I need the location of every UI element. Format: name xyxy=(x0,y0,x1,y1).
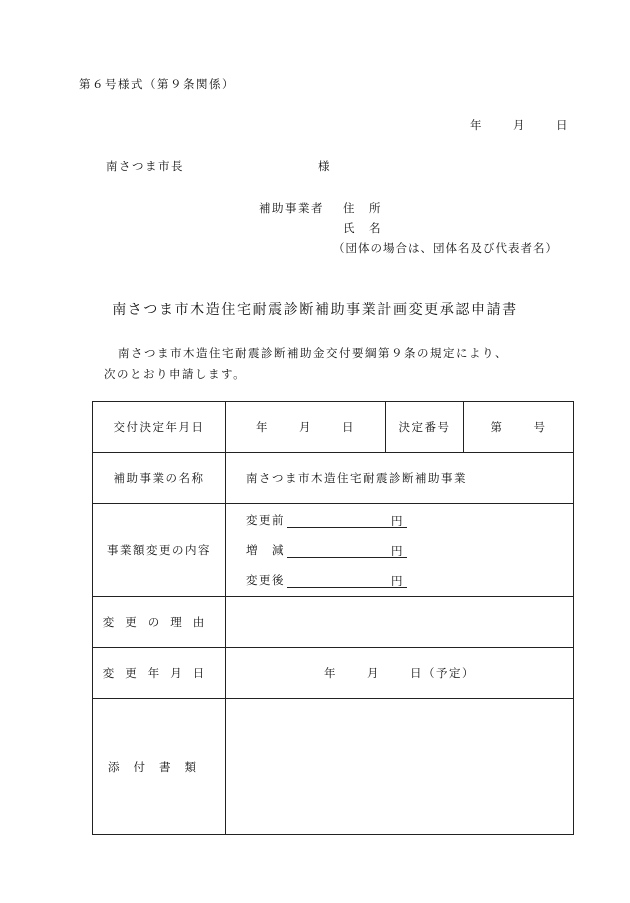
amount-change-yen: 円 xyxy=(391,543,407,558)
change-month-label: 月 xyxy=(367,666,380,680)
amount-after-label: 変更後 xyxy=(246,573,285,587)
table-row xyxy=(93,504,574,597)
amount-change-label: 事業額変更の内容 xyxy=(93,504,226,597)
grant-day-label: 日 xyxy=(342,420,355,434)
change-planned-label: （予定） xyxy=(423,666,475,680)
table-row xyxy=(93,597,574,648)
amount-change-row-label: 増 減 xyxy=(246,543,285,557)
attachments-field[interactable] xyxy=(226,699,574,835)
applicant-role-label: 補助事業者 xyxy=(259,201,324,215)
applicant-address-label: 住 所 xyxy=(343,201,382,215)
decision-number-prefix: 第 xyxy=(490,420,504,434)
table-row xyxy=(93,699,574,835)
date-day-label: 日 xyxy=(556,118,569,132)
form-number: 第６号様式（第９条関係） xyxy=(79,77,235,91)
attachments-label: 添付書類 xyxy=(93,699,226,835)
change-reason-label: 変更の理由 xyxy=(93,597,226,648)
amount-after-yen: 円 xyxy=(391,573,407,588)
amount-change-cell xyxy=(226,504,574,597)
date-month-label: 月 xyxy=(513,118,526,132)
application-table xyxy=(92,401,574,835)
grant-decision-date-field[interactable] xyxy=(226,402,386,453)
date-year-label: 年 xyxy=(470,118,483,132)
page-title: 南さつま市木造住宅耐震診断補助事業計画変更承認申請書 xyxy=(112,302,518,318)
grant-decision-date-label: 交付決定年月日 xyxy=(93,402,226,453)
amount-after-input[interactable] xyxy=(287,573,391,588)
change-date-label: 変更年月日 xyxy=(93,648,226,699)
addressee-honorific: 様 xyxy=(318,159,331,173)
decision-number-suffix: 号 xyxy=(533,420,547,434)
change-date-field[interactable] xyxy=(226,648,574,699)
change-year-label: 年 xyxy=(324,666,337,680)
change-day-label: 日 xyxy=(410,666,423,680)
addressee-mayor: 南さつま市長 xyxy=(106,159,184,173)
amount-before-label: 変更前 xyxy=(246,513,285,527)
change-reason-field[interactable] xyxy=(226,597,574,648)
table-row xyxy=(93,648,574,699)
project-name-label: 補助事業の名称 xyxy=(93,453,226,504)
intro-line-1: 南さつま市木造住宅耐震診断補助金交付要綱第９条の規定により、 xyxy=(118,346,508,360)
grant-month-label: 月 xyxy=(299,420,312,434)
table-row xyxy=(93,402,574,453)
grant-year-label: 年 xyxy=(256,420,269,434)
table-row xyxy=(93,453,574,504)
amount-change-row xyxy=(226,535,573,565)
applicant-name-label: 氏 名 xyxy=(343,221,382,235)
project-name-value: 南さつま市木造住宅耐震診断補助事業 xyxy=(226,453,574,504)
amount-before-input[interactable] xyxy=(287,513,391,528)
amount-change-input[interactable] xyxy=(287,543,391,558)
decision-number-label: 決定番号 xyxy=(386,402,464,453)
amount-before-row xyxy=(226,505,573,535)
amount-before-yen: 円 xyxy=(391,513,407,528)
intro-line-2: 次のとおり申請します。 xyxy=(104,367,247,381)
amount-after-row xyxy=(226,565,573,595)
applicant-group-note: （団体の場合は、団体名及び代表者名） xyxy=(333,241,558,255)
decision-number-field[interactable] xyxy=(464,402,574,453)
